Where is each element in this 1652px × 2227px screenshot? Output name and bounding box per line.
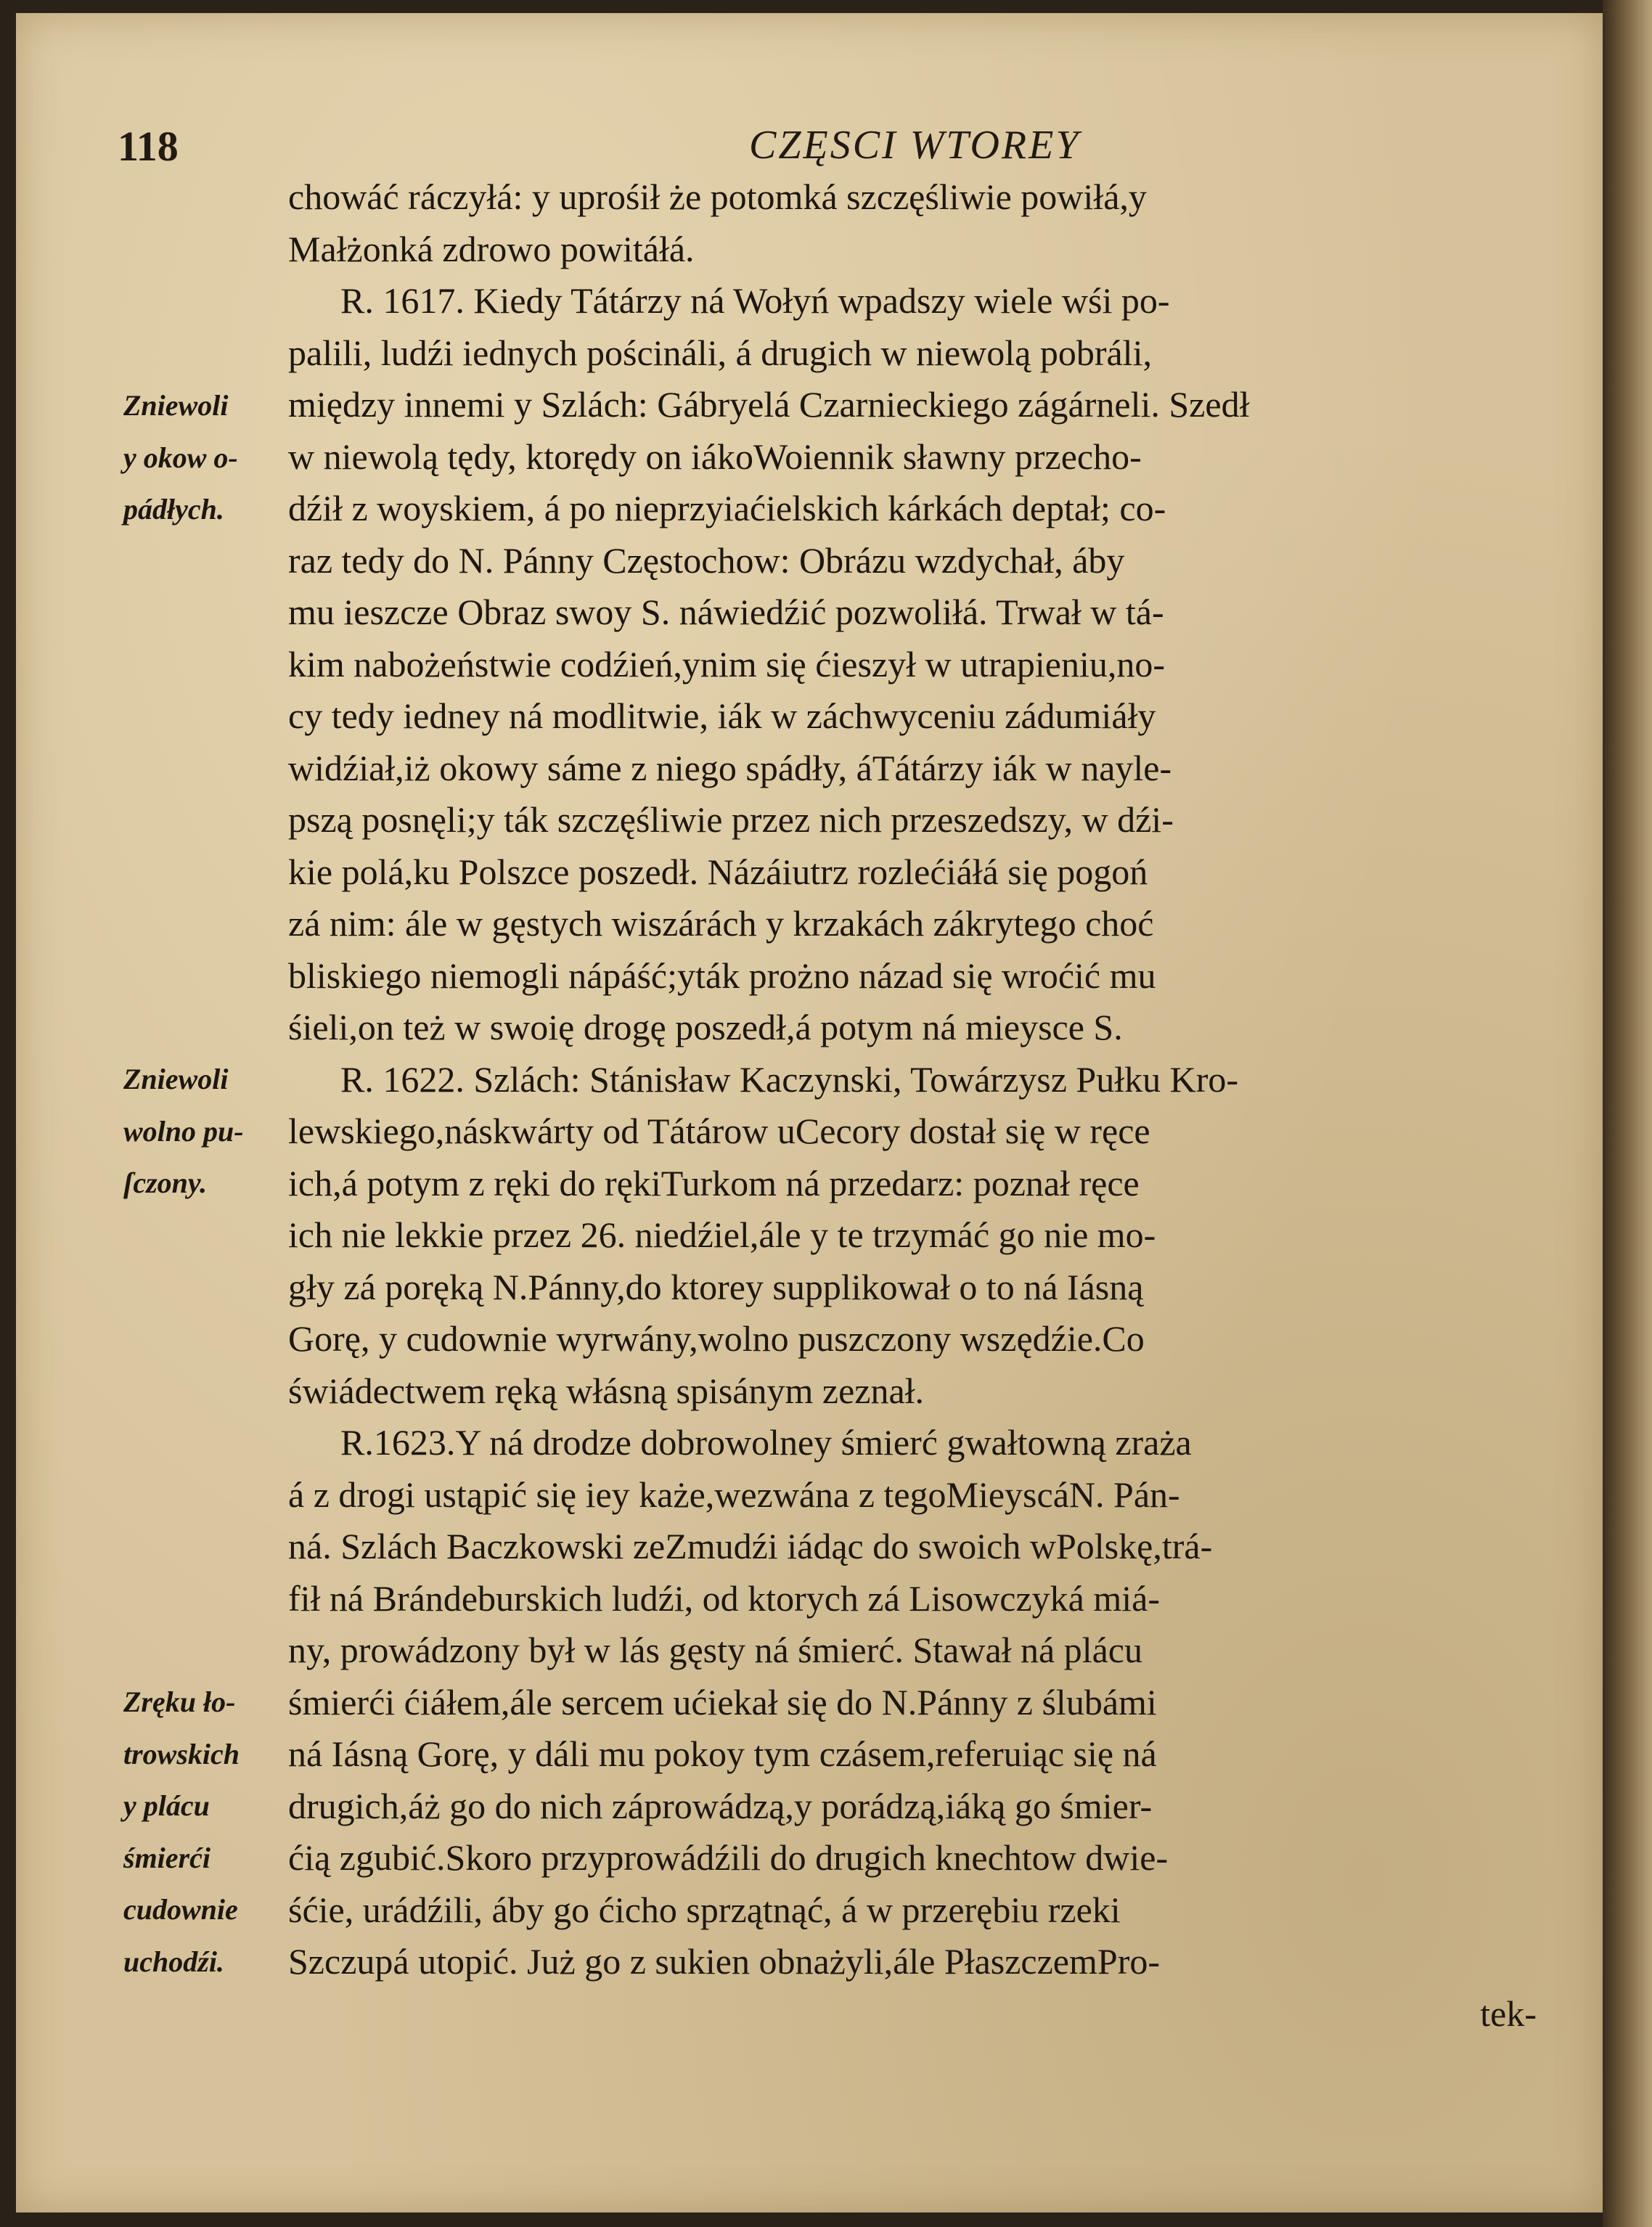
margin-note-1 <box>123 380 290 536</box>
text-line: pszą posnęli;y ták szczęśliwie przez nich przeszedszy, w dźi- <box>288 799 1174 840</box>
text-line: świádectwem ręką włásną spisánym zeznał. <box>288 1370 925 1411</box>
margin-note-line: trowskich <box>123 1737 240 1770</box>
text-line: Szczupá utopić. Już go z sukien obnażyli,ále PłaszczemPro- <box>288 1941 1161 1982</box>
text-line: w niewolą tędy, ktorędy on iákoWoiennik sławny przecho- <box>288 436 1142 477</box>
margin-note-line: Zniewoli <box>123 389 229 422</box>
text-line: śćie, urádźili, áby go ćicho sprzątnąć, á w przerębiu rzeki <box>288 1889 1121 1930</box>
text-line: ich nie lekkie przez 26. niedźiel,ále y te trzymáć go nie mo- <box>288 1214 1156 1255</box>
text-line: ny, prowádzony był w lás gęsty ná śmierć. Stawał ná plácu <box>288 1630 1143 1670</box>
text-line: lewskiego,náskwárty od Tátárow uCecory dostał się w ręce <box>288 1111 1150 1151</box>
text-line: drugich,áż go do nich záprowádzą,y porádzą,iáką go śmier- <box>288 1785 1153 1826</box>
text-line: kim nabożeństwie codźień,ynim się ćieszył w utrapieniu,no- <box>288 643 1165 685</box>
text-line: fił ná Brándeburskich ludźi, od ktorych zá Lisowczyká miá- <box>288 1577 1161 1619</box>
margin-note-line: wolno pu- <box>123 1114 244 1148</box>
text-line: ná. Szlách Baczkowski zeZmudźi iádąc do swoich wPolskę,trá- <box>288 1526 1213 1566</box>
text-line: między innemi y Szlách: Gábryelá Czarnieckiego zágárneli. Szedł <box>288 384 1250 425</box>
margin-note-2 <box>123 1053 290 1209</box>
page-header <box>16 100 1603 173</box>
text-line: śmierći ćiáłem,ále sercem ućiekał się do N.Pánny z ślubámi <box>288 1681 1157 1723</box>
book-page <box>16 13 1603 2212</box>
text-line: dźił z woyskiem, á po nieprzyiaćielskich kárkách deptał; co- <box>288 488 1166 528</box>
margin-note-line: śmierći <box>123 1841 210 1874</box>
text-line: á z drogi ustąpić się iey każe,wezwána z tegoMieyscáN. Pán- <box>288 1474 1180 1515</box>
text-line: Małżonká zdrowo powitáłá. <box>288 228 695 269</box>
running-head: CZĘSCI WTOREY <box>749 123 1081 168</box>
text-line: śieli,on też w swoię drogę poszedł,á potym ná mieysce S. <box>288 1007 1123 1047</box>
page-number: 118 <box>118 123 179 170</box>
margin-note-line: cudownie <box>123 1893 238 1926</box>
text-line: zá nim: ále w gęstych wiszárách y krzakách zákrytego choć <box>288 903 1154 944</box>
text-line: cy tedy iedney ná modlitwie, iák w záchwyceniu zádumiáły <box>288 695 1156 736</box>
text-line: Gorę, y cudownie wyrwány,wolno puszczony wszędźie.Co <box>288 1318 1145 1359</box>
margin-note-line: y plácu <box>123 1789 210 1822</box>
margin-note-line: uchodźi. <box>123 1945 224 1978</box>
main-text-block <box>288 171 1537 2040</box>
text-line: mu ieszcze Obraz swoy S. náwiedźić pozwoliłá. Trwał w tá- <box>288 592 1164 632</box>
text-line: ich,á potym z ręki do rękiTurkom ná przedarz: poznał ręce <box>288 1162 1140 1204</box>
margin-note-line: y okow o- <box>123 441 238 474</box>
text-line: kie polá,ku Polszce poszedł. Názáiutrz rozlećiáłá się pogoń <box>288 851 1148 892</box>
catchword: tek- <box>1480 1993 1537 2034</box>
text-line: ná Iásną Gorę, y dáli mu pokoy tym czásem,referuiąc się ná <box>288 1733 1157 1774</box>
margin-note-line: ſczony. <box>123 1166 208 1199</box>
margin-note-line: Zniewoli <box>123 1063 229 1095</box>
text-line: palili, ludźi iednych poścináli, á drugich w niewolą pobráli, <box>288 332 1152 373</box>
text-line: raz tedy do N. Pánny Częstochow: Obrázu wzdychał, áby <box>288 539 1125 581</box>
text-line: chowáć ráczyłá: y uprośił że potomká szczęśliwie powiłá,y <box>288 176 1147 217</box>
margin-note-line: pádłych. <box>123 493 224 526</box>
text-line: bliskiego niemogli nápáść;yták prożno názad się wroćić mu <box>288 955 1156 996</box>
margin-note-3 <box>123 1676 290 1987</box>
text-line: R. 1617. Kiedy Tátárzy ná Wołyń wpadszy wiele wśi po- <box>340 280 1170 321</box>
text-line: gły zá poręką N.Pánny,do ktorey supplikował o to ná Iásną <box>288 1266 1144 1307</box>
adjacent-page-edge <box>1603 0 1652 2227</box>
text-line: R.1623.Y ná drodze dobrowolney śmierć gwałtowną zraża <box>340 1422 1192 1463</box>
text-line: widźiał,iż okowy sáme z niego spádły, áTátárzy iák w nayle- <box>288 747 1172 788</box>
text-line: R. 1622. Szlách: Stánisław Kaczynski, Towárzysz Pułku Kro- <box>340 1058 1239 1100</box>
margin-note-line: Zręku ło- <box>123 1685 236 1718</box>
text-line: ćią zgubić.Skoro przyprowádźili do drugich knechtow dwie- <box>288 1837 1169 1878</box>
